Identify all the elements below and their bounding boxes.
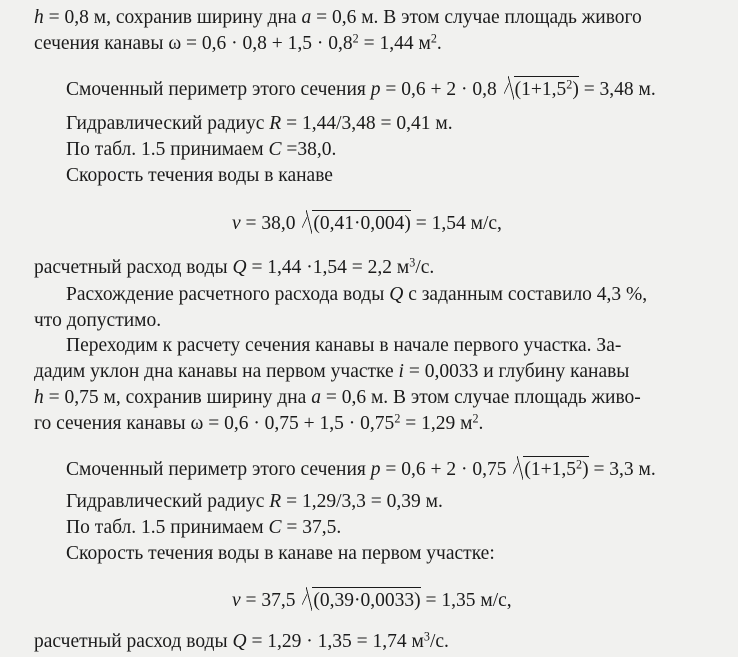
text-line-13: h = 0,75 м, сохранив ширину дна a = 0,6 м. В этом случае площадь живо- xyxy=(34,387,641,408)
hydraulic-radius-2: Гидравлический радиус R = 1,29/3,3 = 0,39 м. xyxy=(66,491,443,512)
text-line-2: сечения канавы $\omega = 0,6 \cdot 0,8 + 1,5 \cdot 0,8^2 = 1,44$ $м^2$. xyxy=(34,31,442,54)
text-line-10: что допустимо. xyxy=(34,310,162,331)
sqrt-sign: $(1+1,5^2)$ xyxy=(513,458,588,482)
text-line-11: Переходим к расчету сечения канавы в начале первого участка. За- xyxy=(66,335,622,356)
sqrt-sign: $(1+1,5^2)$ xyxy=(504,78,579,102)
text-line-12: дадим уклон дна канавы на первом участке i = 0,0033 и глубину канавы xyxy=(34,361,630,382)
discharge-1: расчетный расход воды Q = 1,44 ·1,54 = 2,2 $м^3/с$. xyxy=(34,255,435,278)
chezy-coef-2: По табл. 1.5 принимаем C = 37,5. xyxy=(66,517,342,538)
sqrt-sign: (0,39·0,0033) xyxy=(302,589,420,613)
velocity-formula-2: v = 37,5 (0,39·0,0033) = 1,35 м/с, xyxy=(232,590,512,611)
discharge-2: расчетный расход воды Q = 1,29 · 1,35 = 1,74 $м^3/с$. xyxy=(34,629,449,652)
velocity-heading-1: Скорость течения воды в канаве xyxy=(66,165,333,186)
velocity-formula-1: v = 38,0 (0,41·0,004) = 1,54 м/с, xyxy=(232,213,502,234)
wetted-perimeter-1: Смоченный периметр этого сечения p = 0,6 + 2 · 0,8 $(1+1,5^2) = 3,48$ м. xyxy=(66,77,656,100)
sqrt-sign: (0,41·0,004) xyxy=(302,212,410,236)
velocity-heading-2: Скорость течения воды в канаве на первом участке: xyxy=(66,543,495,564)
hydraulic-radius-1: Гидравлический радиус R = 1,44/3,48 = 0,41 м. xyxy=(66,113,453,134)
text-line-9: Расхождение расчетного расхода воды Q с заданным составило 4,3 %, xyxy=(66,284,648,305)
text-line-1: h = 0,8 м, сохранив ширину дна a = 0,6 м. В этом случае площадь живого xyxy=(34,7,642,28)
chezy-coef-1: По табл. 1.5 принимаем C =38,0. xyxy=(66,139,337,160)
wetted-perimeter-2: Смоченный периметр этого сечения p = 0,6 + 2 · 0,75 $(1+1,5^2) = 3,3$ м. xyxy=(66,457,656,480)
text-line-14: го сечения канавы $\omega = 0,6 \cdot 0,75 + 1,5 \cdot 0,75^2 = 1,29$ $м^2$. xyxy=(34,411,484,434)
